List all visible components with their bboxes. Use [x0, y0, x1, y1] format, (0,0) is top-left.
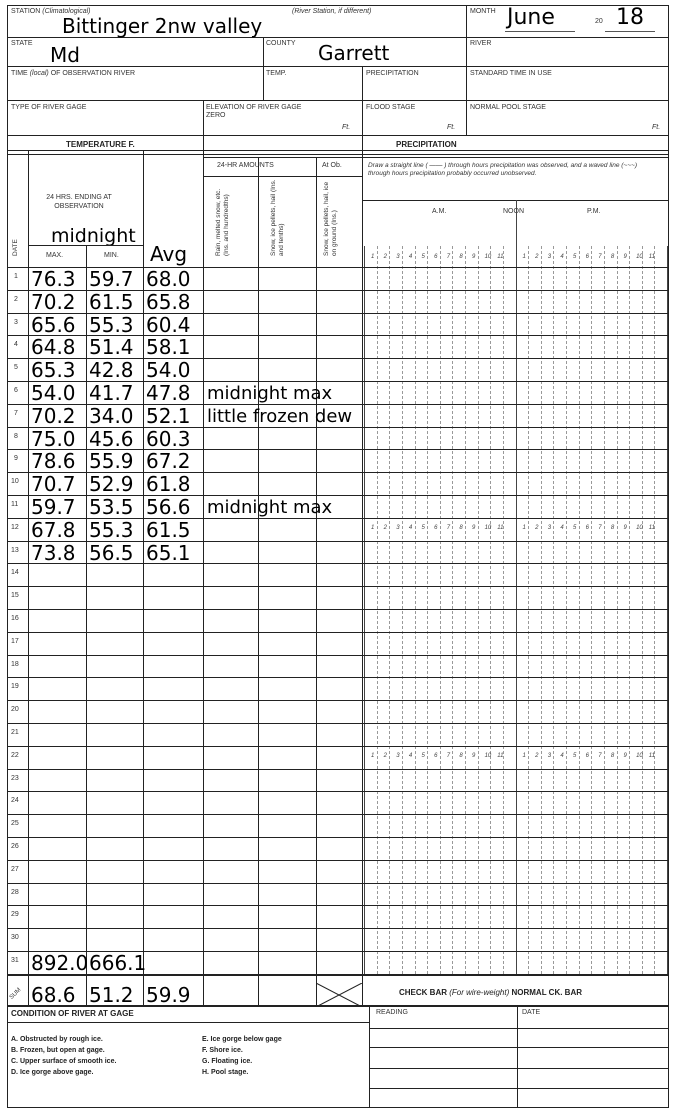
row-line: [7, 769, 669, 770]
row-min: 41.7: [89, 381, 134, 405]
row-day: 28: [11, 888, 19, 896]
row-min: 51.4: [89, 335, 134, 360]
time-label: TIME (local) OF OBSERVATION RIVER: [11, 70, 136, 77]
row-min: 53.5: [89, 495, 134, 519]
row-day: 30: [11, 934, 19, 942]
hour-guide: 3: [547, 752, 552, 759]
col-snow-label: Snow, ice pellets, hail (Ins. and tenths): [270, 179, 285, 256]
row-min: 34.0: [89, 403, 134, 428]
header-line: [203, 176, 362, 177]
hour-guide: 8: [610, 524, 615, 531]
row-remark: little frozen dew: [207, 405, 353, 427]
hour-guide: 8: [459, 524, 463, 531]
avg-label: Avg: [150, 242, 188, 266]
elevation-label: ELEVATION OF RIVER GAGE ZERO: [206, 104, 302, 119]
row-day: 13: [11, 546, 19, 554]
row-remark: midnight max: [207, 383, 333, 404]
row-min: 59.7: [89, 267, 134, 291]
hour-guide: 9: [623, 752, 627, 759]
row-day: 23: [11, 774, 19, 782]
hour-guide: 6: [585, 752, 589, 759]
hour-guide: 11: [648, 524, 655, 531]
pool-ft: Ft.: [652, 124, 661, 131]
hour-guide: 9: [471, 524, 476, 531]
hour-label: 2: [383, 254, 387, 260]
hour-label: 6: [434, 254, 438, 260]
row-day: 3: [14, 318, 18, 326]
year-prefix: 20: [595, 18, 603, 25]
condition-item: C. Upper surface of smooth ice.: [11, 1058, 117, 1065]
state-label: STATE: [11, 40, 33, 47]
row-day: 31: [11, 957, 19, 964]
condition-label: CONDITION OF RIVER AT GAGE: [11, 1009, 134, 1018]
hour-guide: 5: [572, 524, 577, 531]
row-min: 61.5: [89, 289, 134, 314]
sum-divider: [7, 974, 669, 976]
sum-min: 51.2: [89, 983, 134, 1007]
temperature-header: TEMPERATURE F.: [66, 140, 135, 149]
row-min: 56.5: [89, 540, 134, 565]
hour-guide: 3: [547, 524, 552, 531]
hour-guide: 6: [585, 524, 589, 531]
sum-avg: 59.9: [146, 983, 191, 1007]
row-line: [7, 655, 669, 656]
hour-guide: 7: [598, 752, 602, 759]
column-line: [143, 150, 144, 1006]
row-day: 14: [11, 569, 19, 577]
header-line: [28, 245, 143, 246]
hour-label: 9: [623, 254, 627, 260]
row-max: 65.3: [31, 358, 76, 383]
row-line: [7, 883, 669, 884]
hour-guide: 11: [497, 752, 504, 759]
am-label: A.M.: [432, 208, 447, 215]
hour-guide: 1: [522, 524, 526, 531]
hour-label: 8: [610, 254, 615, 260]
hour-label: 5: [572, 254, 577, 260]
row-day: 8: [14, 432, 18, 440]
sum-label: SUM: [8, 987, 23, 1001]
hour-label: 7: [598, 254, 602, 260]
at-ob-label: At Ob.: [322, 162, 342, 169]
row-max: 70.2: [31, 289, 76, 314]
row-day: 18: [11, 660, 19, 668]
max-label: MAX.: [46, 252, 64, 259]
row-line: [7, 905, 669, 906]
row-day: 10: [11, 478, 19, 486]
hour-label: 10: [484, 254, 492, 260]
row-avg: 65.8: [146, 289, 191, 314]
hour-label: 8: [459, 254, 463, 260]
row-day: 5: [14, 364, 18, 372]
hour-guide: 2: [383, 752, 387, 759]
river-station-label: (River Station, if different): [292, 8, 372, 15]
row-max: 73.8: [31, 540, 76, 565]
row-day: 15: [11, 592, 19, 600]
row-day: 22: [11, 751, 19, 759]
row-max: 59.7: [31, 495, 76, 519]
temp-label: TEMP.: [266, 70, 287, 77]
row-day: 6: [14, 387, 18, 394]
condition-item: E. Ice gorge below gage: [202, 1036, 282, 1043]
hour-guide: 5: [572, 752, 577, 759]
row-max: 75.0: [31, 426, 76, 451]
row-max: 65.6: [31, 312, 76, 337]
column-line: [362, 135, 363, 1006]
hour-label: 6: [585, 254, 589, 260]
conditions-right: [202, 1034, 282, 1078]
row-max: 70.2: [31, 403, 76, 428]
row-min: 666.1: [89, 951, 147, 975]
hour-guide: 4: [408, 752, 413, 759]
row-avg: 47.8: [146, 381, 191, 405]
row-day: 26: [11, 843, 19, 850]
row-avg: 67.2: [146, 449, 191, 474]
row-line: [7, 700, 669, 701]
reading-label: READING: [376, 1009, 408, 1016]
row-max: 54.0: [31, 381, 76, 405]
condition-item: D. Ice gorge above gage.: [11, 1069, 94, 1076]
row-day: 19: [11, 683, 19, 691]
hour-guide: 9: [471, 752, 476, 759]
hour-label: 11: [497, 254, 504, 260]
hour-label: 4: [560, 254, 564, 260]
row-day: 7: [14, 409, 18, 417]
elevation-ft: Ft.: [342, 124, 351, 131]
row-avg: 68.0: [146, 267, 191, 291]
row-day: 12: [11, 523, 19, 531]
row-day: 9: [14, 455, 18, 463]
row-avg: 58.1: [146, 335, 191, 360]
hour-guide: 10: [636, 524, 643, 531]
hour-guide: 7: [446, 752, 451, 759]
county-label: COUNTY: [266, 40, 296, 47]
hour-label: 4: [408, 254, 413, 260]
hour-guide: 2: [535, 524, 539, 531]
sum-max: 68.6: [31, 983, 76, 1007]
row-day: 27: [11, 865, 19, 873]
row-line: [7, 723, 669, 724]
row-max: 78.6: [31, 449, 76, 474]
county-value: Garrett: [318, 41, 390, 65]
row-line: [7, 746, 669, 747]
hour-guide: 4: [560, 752, 564, 759]
state-value: Md: [50, 43, 80, 67]
row-line: [7, 677, 669, 678]
col-ground-label: Snow, ice pellets, hail, ice on ground (Ins.): [323, 181, 338, 256]
row-line: [7, 586, 669, 587]
hour-guide: 10: [636, 752, 643, 759]
date-footer-label: DATE: [522, 1009, 541, 1016]
hour-guide: 1: [370, 524, 375, 531]
row-day: 4: [14, 341, 18, 349]
hour-guide: 4: [560, 524, 564, 531]
row-remark: midnight max: [207, 497, 333, 518]
hour-label: 1: [522, 254, 526, 260]
row-line: [7, 814, 669, 815]
row-min: 45.6: [89, 426, 134, 451]
date-label: DATE: [12, 239, 19, 256]
row-max: 67.8: [31, 517, 76, 542]
row-line: [7, 609, 669, 610]
row-min: 52.9: [89, 472, 134, 497]
row-day: 24: [11, 797, 19, 805]
row-day: 29: [11, 911, 19, 919]
row-avg: 52.1: [146, 403, 191, 428]
row-min: 55.3: [89, 312, 134, 337]
hour-guide: 11: [497, 524, 504, 531]
row-line: [7, 928, 669, 929]
row-avg: 65.1: [146, 540, 191, 565]
hour-label: 7: [446, 254, 451, 260]
row-line: [7, 791, 669, 792]
conditions-left: [11, 1034, 116, 1078]
row-avg: 56.6: [146, 495, 191, 519]
condition-item: G. Floating ice.: [202, 1058, 253, 1065]
row-day: 16: [11, 615, 19, 622]
row-day: 21: [11, 729, 19, 736]
header-line: [7, 150, 669, 151]
hour-label: 3: [547, 254, 552, 260]
row-line: [7, 632, 669, 633]
station-value: Bittinger 2nw valley: [62, 14, 263, 38]
condition-item: B. Frozen, but open at gage.: [11, 1047, 105, 1054]
pm-label: P.M.: [587, 208, 601, 215]
row-line: [7, 860, 669, 861]
hour-label: 10: [636, 254, 643, 260]
condition-item: F. Shore ice.: [202, 1047, 243, 1054]
row-day: 20: [11, 706, 19, 714]
std-time-label: STANDARD TIME IN USE: [470, 70, 552, 77]
hour-guide: 1: [370, 752, 375, 759]
amounts-label: 24-HR AMOUNTS: [217, 162, 274, 169]
precipitation-header: PRECIPITATION: [396, 140, 457, 149]
condition-item: A. Obstructed by rough ice.: [11, 1036, 103, 1043]
row-day: 17: [11, 637, 19, 645]
row-avg: 54.0: [146, 358, 191, 383]
row-max: 76.3: [31, 267, 76, 291]
row-line: [7, 563, 669, 564]
hour-guide: 2: [535, 752, 539, 759]
row-max: 64.8: [31, 335, 76, 360]
hour-guide: 4: [408, 524, 413, 531]
header-line: [203, 157, 669, 158]
hour-label: 9: [471, 254, 476, 260]
flood-stage-label: FLOOD STAGE: [366, 104, 416, 111]
row-avg: 61.8: [146, 472, 191, 497]
hour-guide: 10: [484, 752, 492, 759]
hour-guide: 10: [484, 524, 492, 531]
cross-mark: [316, 983, 362, 1007]
hour-guide: 1: [522, 752, 526, 759]
column-line: [258, 157, 259, 1006]
row-min: 55.9: [89, 449, 134, 474]
hour-guide: 6: [434, 752, 438, 759]
check-bar-label: CHECK BAR (For wire-weight) NORMAL CK. BAR: [399, 988, 582, 997]
hour-label: 2: [535, 254, 539, 260]
hour-guide: 3: [396, 524, 400, 531]
row-avg: 61.5: [146, 517, 191, 542]
row-day: 25: [11, 820, 19, 828]
row-avg: 60.4: [146, 312, 191, 337]
row-min: 42.8: [89, 358, 134, 383]
normal-pool-label: NORMAL POOL STAGE: [470, 104, 546, 111]
instructions-note: Draw a straight line ( —— ) through hours precipitation was observed, and a waved line (~~~) through hours precipitation probably occurred unobserved.: [368, 162, 637, 177]
hour-guide: 8: [459, 752, 463, 759]
column-line: [203, 135, 204, 1006]
min-label: MIN.: [104, 252, 119, 259]
hour-label: 5: [421, 254, 425, 260]
station-label: STATION (Climatological): [11, 8, 91, 15]
hour-guide: 6: [434, 524, 438, 531]
row-day: 2: [14, 295, 18, 303]
hour-label: 3: [396, 254, 400, 260]
hour-guide: 7: [598, 524, 602, 531]
river-label: RIVER: [470, 40, 492, 47]
hour-guide: 2: [383, 524, 387, 531]
hrs-ending-value: midnight: [51, 225, 136, 247]
hour-label: 11: [648, 254, 655, 260]
year-value: 18: [616, 5, 644, 30]
month-value: June: [507, 5, 555, 30]
hour-guide: 3: [396, 752, 400, 759]
hour-guide: 5: [421, 524, 425, 531]
row-line: [7, 837, 669, 838]
hour-guide: 8: [610, 752, 615, 759]
hour-guide: 5: [421, 752, 425, 759]
row-day: 11: [11, 501, 19, 508]
gage-type-label: TYPE OF RIVER GAGE: [11, 104, 87, 111]
column-line: [316, 157, 317, 1006]
hour-label: 1: [370, 254, 375, 260]
condition-item: H. Pool stage.: [202, 1069, 249, 1076]
month-label: MONTH: [470, 8, 496, 15]
flood-ft: Ft.: [447, 124, 456, 131]
column-line: [28, 150, 29, 1006]
hour-guide: 9: [623, 524, 627, 531]
col-rain-label: Rain, melted snow, etc. (Ins. and hundredths): [215, 188, 230, 256]
row-max: 892.0: [31, 951, 89, 975]
row-max: 70.7: [31, 472, 76, 497]
hrs-ending-label: 24 HRS. ENDING AT OBSERVATION: [46, 194, 112, 210]
precip-header-label: PRECIPITATION: [366, 70, 419, 77]
hour-guide: 7: [446, 524, 451, 531]
data-table: [7, 135, 669, 1007]
noon-label: NOON: [503, 208, 524, 215]
row-avg: 60.3: [146, 426, 191, 451]
row-day: 1: [14, 273, 18, 280]
row-min: 55.3: [89, 517, 134, 542]
hour-guide: 11: [648, 752, 655, 759]
